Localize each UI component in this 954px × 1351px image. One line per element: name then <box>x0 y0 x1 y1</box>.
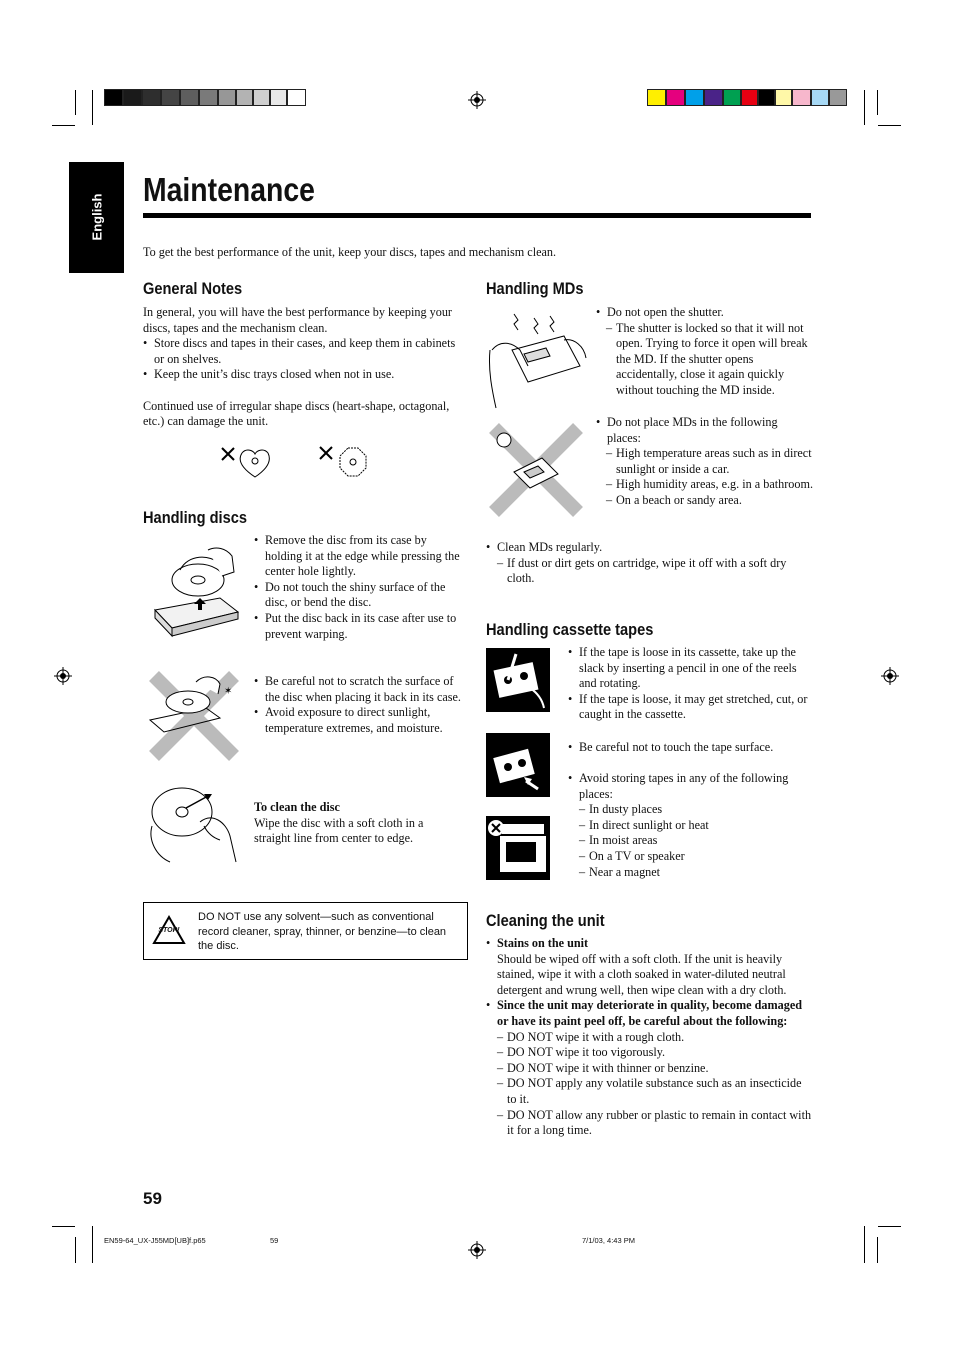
list-subitem: – In dusty places <box>579 802 814 818</box>
stop-icon-label: STOP! <box>158 927 180 934</box>
mds-block1 <box>596 305 814 399</box>
list-subitem: – On a TV or speaker <box>579 849 814 865</box>
color-swatch <box>704 89 723 106</box>
list-item: • Avoid storing tapes in any of the following places: <box>568 771 814 802</box>
footer-page: 59 <box>270 1236 279 1245</box>
tapes-group1 <box>568 645 814 723</box>
title-rule <box>143 213 811 218</box>
color-swatch <box>758 89 775 106</box>
disc-tray-illustration <box>150 542 242 638</box>
md-shutter-illustration <box>484 310 588 410</box>
color-swatch <box>829 89 847 106</box>
caution-text: DO NOT use any solvent—such as conventional record cleaner, spray, thinner, or benzine—to clean the disc. <box>198 911 447 953</box>
gray-swatch <box>180 89 199 106</box>
list-item: • Do not place MDs in the following places: <box>596 415 814 446</box>
list-subitem: – In moist areas <box>579 833 814 849</box>
caution-box <box>143 902 468 960</box>
list-subitem: – DO NOT apply any volatile substance such as an insecticide to it. <box>497 1076 814 1107</box>
mds-block3 <box>486 540 814 587</box>
svg-text:✶: ✶ <box>224 686 233 697</box>
list-item: • Be careful not to scratch the surface of the disc when placing it back in its case. <box>254 674 464 705</box>
gray-swatch <box>123 89 142 106</box>
list-item: • Do not open the shutter. <box>596 305 814 321</box>
language-tab <box>69 162 124 273</box>
general-notes-para2: Continued use of irregular shape discs (heart-shape, octagonal, etc.) can damage the unit. <box>143 398 450 429</box>
handling-tapes-heading: Handling cassette tapes <box>486 620 654 639</box>
list-item: • Keep the unit’s disc trays closed when not in use. <box>143 367 463 383</box>
gray-swatch <box>142 89 161 106</box>
color-swatch <box>666 89 685 106</box>
tapes-touch <box>568 740 814 756</box>
no-tv-storage-icon <box>486 816 550 880</box>
handling-discs-heading: Handling discs <box>143 508 247 527</box>
registration-target-icon <box>468 91 486 109</box>
clean-disc-text: Wipe the disc with a soft cloth in a straight line from center to edge. <box>254 815 424 846</box>
deterioration-title: • Since the unit may deteriorate in quality, become damaged or have its paint peel off, be careful about the following: <box>497 998 803 1028</box>
list-subitem: – High temperature areas such as in direct sunlight or inside a car. <box>606 446 814 477</box>
clean-disc-title: To clean the disc <box>254 800 340 814</box>
color-swatch <box>685 89 704 106</box>
list-subitem: – In direct sunlight or heat <box>579 818 814 834</box>
clean-disc-block <box>254 800 454 847</box>
intro-text: To get the best performance of the unit, keep your discs, tapes and mechanism clean. <box>143 245 557 259</box>
footer-file: EN59-64_UX-J55MD[UB]f.p65 <box>104 1236 206 1245</box>
list-item: • Clean MDs regularly. <box>486 540 814 556</box>
color-swatch <box>792 89 811 106</box>
list-item: • Be careful not to touch the tape surface. <box>568 740 814 756</box>
handling-mds-heading: Handling MDs <box>486 279 584 298</box>
discs-group2 <box>254 674 464 736</box>
list-item: • Do not touch the shiny surface of the disc, or bend the disc. <box>254 580 464 611</box>
tapes-storage <box>568 771 814 880</box>
color-swatch <box>647 89 666 106</box>
gray-swatch <box>270 89 287 106</box>
gray-swatch <box>104 89 123 106</box>
stains-title: • Stains on the unit <box>497 936 589 950</box>
list-item: • If the tape is loose, it may get stretched, cut, or caught in the cassette. <box>568 692 814 723</box>
md-location-warning-illustration <box>484 422 588 518</box>
general-notes-body <box>143 305 463 430</box>
gray-swatch <box>161 89 180 106</box>
list-item <box>486 936 814 998</box>
list-subitem: – On a beach or sandy area. <box>606 493 814 509</box>
list-subitem: – Near a magnet <box>579 865 814 881</box>
registration-target-icon <box>468 1241 486 1259</box>
color-swatch <box>811 89 829 106</box>
cleaning-unit-heading: Cleaning the unit <box>486 911 605 930</box>
general-notes-heading: General Notes <box>143 279 243 298</box>
list-item: • If the tape is loose in its cassette, take up the slack by inserting a pencil in one of the reels and rotating. <box>568 645 814 692</box>
stains-text: Should be wiped off with a soft cloth. If the unit is heavily stained, wipe it with a cloth soaked in water-diluted neutral detergent and wrung well, then wipe clean with a dry cloth. <box>497 951 787 997</box>
list-item: • Store discs and tapes in their cases, and keep them in cabinets or on shelves. <box>143 336 463 367</box>
list-item: • Remove the disc from its case by holding it at the edge while pressing the center hole lightly. <box>254 533 464 580</box>
list-subitem: – DO NOT wipe it with thinner or benzine. <box>497 1061 814 1077</box>
gray-swatch <box>236 89 253 106</box>
gray-swatch <box>253 89 270 106</box>
discs-group1 <box>254 533 464 642</box>
list-item: • Put the disc back in its case after use to prevent warping. <box>254 611 464 642</box>
page-title: Maintenance <box>143 171 315 208</box>
language-tab-label: English <box>89 193 105 241</box>
gray-swatch <box>199 89 218 106</box>
page-number: 59 <box>143 1189 162 1208</box>
cleaning-unit-body <box>486 936 814 1139</box>
list-subitem: – If dust or dirt gets on cartridge, wipe it off with a soft dry cloth. <box>497 556 814 587</box>
registration-target-icon <box>881 667 899 685</box>
general-notes-para: In general, you will have the best performance by keeping your discs, tapes and the mechanism clean. <box>143 305 452 335</box>
list-item: • Avoid exposure to direct sunlight, temperature extremes, and moisture. <box>254 705 464 736</box>
list-subitem: – High humidity areas, e.g. in a bathroom. <box>606 477 814 493</box>
list-subitem: – DO NOT wipe it too vigorously. <box>497 1045 814 1061</box>
list-item <box>486 998 814 1029</box>
gray-swatch <box>287 89 306 106</box>
list-subitem: – DO NOT allow any rubber or plastic to remain in contact with it for a long time. <box>497 1108 814 1139</box>
clean-disc-illustration <box>146 782 242 868</box>
list-subitem: – The shutter is locked so that it will not open. Trying to force it open will break the MD. If the shutter opens accidentally, close it again quickly without touching the MD inside. <box>606 321 814 399</box>
cassette-pencil-icon <box>486 648 550 712</box>
footer-date: 7/1/03, 4:43 PM <box>582 1236 635 1245</box>
gray-swatch <box>218 89 236 106</box>
color-swatch <box>723 89 741 106</box>
color-swatch <box>775 89 792 106</box>
color-swatch <box>741 89 758 106</box>
registration-target-icon <box>54 667 72 685</box>
list-subitem: – DO NOT wipe it with a rough cloth. <box>497 1030 814 1046</box>
no-octagonal-disc-icon <box>318 444 370 478</box>
cassette-touch-icon <box>486 733 550 797</box>
scratch-disc-warning-illustration <box>146 668 242 764</box>
no-heart-disc-icon <box>220 445 272 479</box>
mds-block2 <box>596 415 814 509</box>
